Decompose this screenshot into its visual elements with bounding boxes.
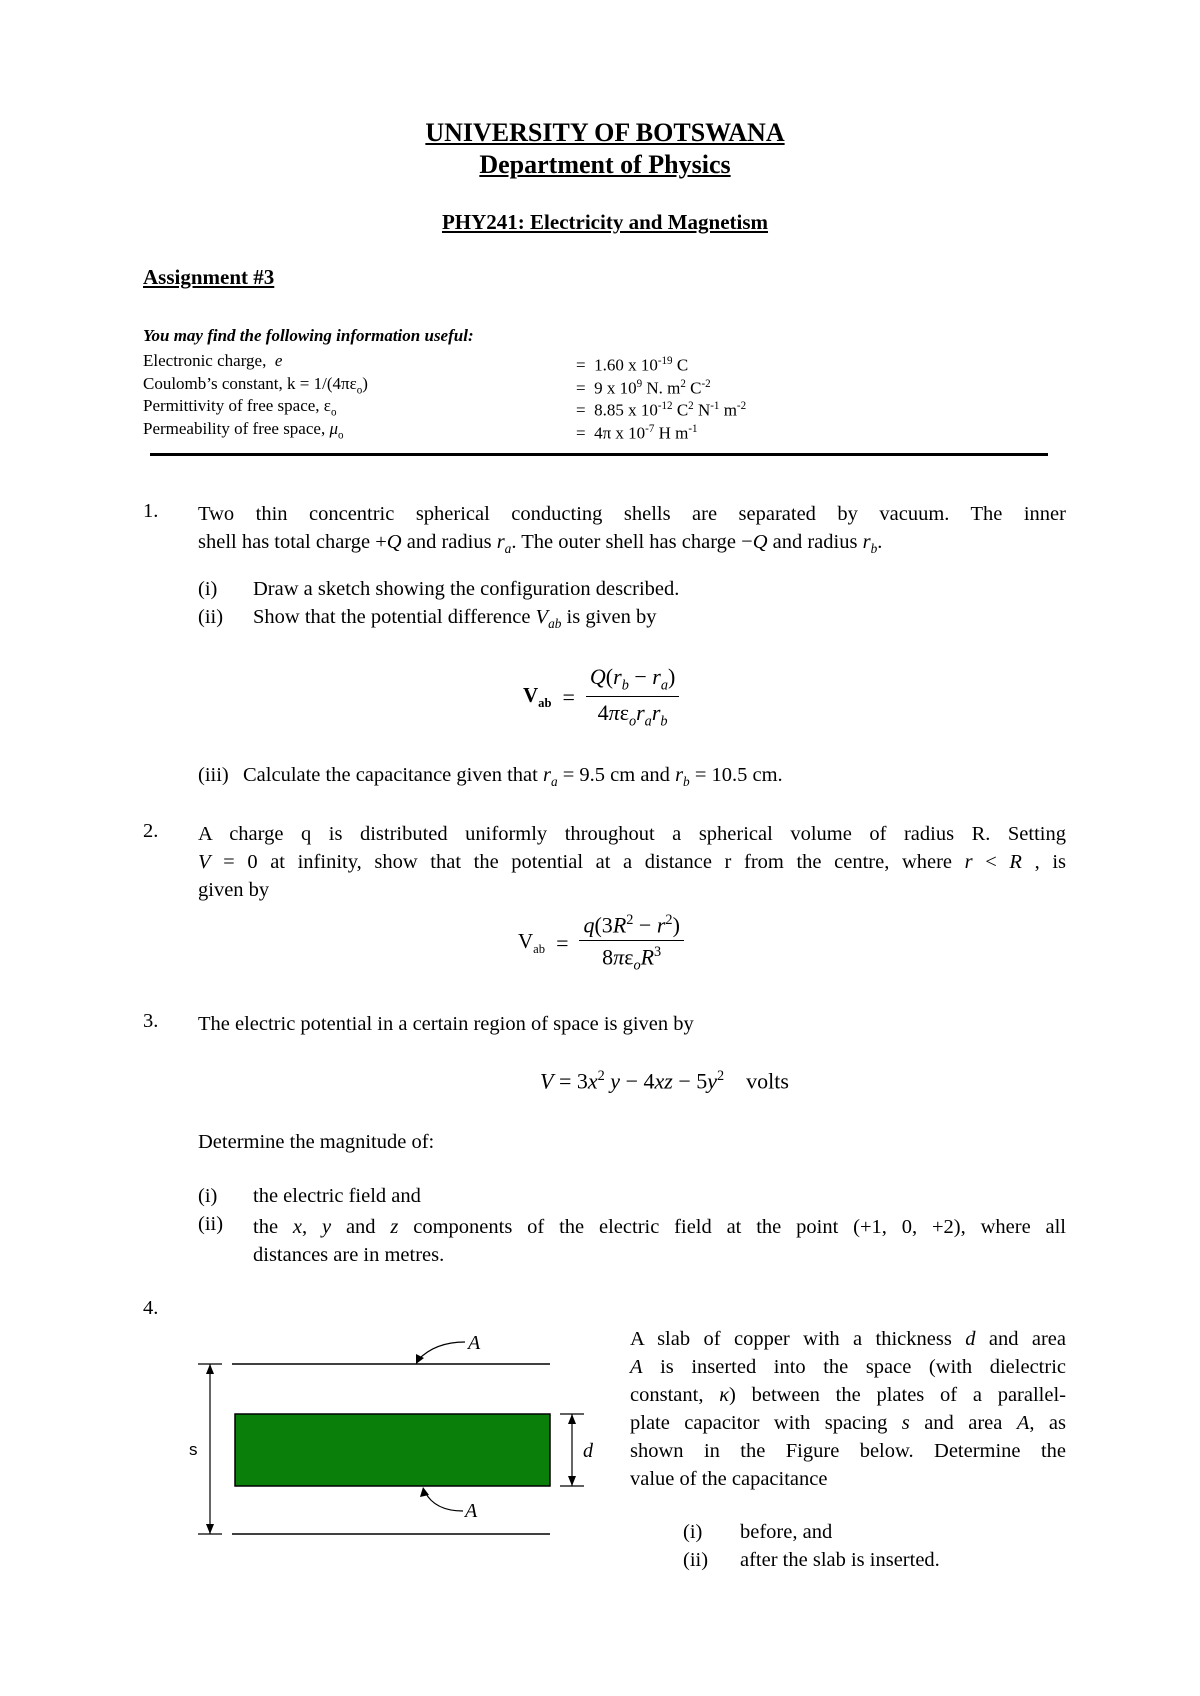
- q4-text: [630, 1325, 1066, 1493]
- q1-ii-label: (ii): [198, 606, 224, 628]
- q4-line: plate capacitor with spacing s and area A, as: [630, 1412, 1066, 1434]
- q3-formula: $V = 3x^2$ $y - 4xz - 5y^2$ volts: [540, 1068, 789, 1094]
- constant-value: = 4π x $10^{-7}$ H $m^{-1}$: [576, 423, 698, 443]
- q4-ii-text: after the slab is inserted.: [740, 1549, 940, 1571]
- q2-formula: $V_{ab}$ = $\frac{q(3R^2 - r^2)}{8\pi\varepsilon_oR^3}$: [518, 912, 684, 975]
- label-thickness: d: [583, 1440, 593, 1462]
- department-title: Department of Physics: [479, 150, 731, 179]
- area-pointer-top: [418, 1342, 465, 1360]
- q1-iii-label: (iii): [198, 764, 229, 786]
- q3-i-text: the electric field and: [253, 1185, 421, 1207]
- q1-i-label: (i): [198, 578, 218, 600]
- q4-line: A is inserted into the space (with dielectric: [630, 1356, 1066, 1378]
- q1-line1: Two thin concentric spherical conducting shells are separated by vacuum. The inner: [198, 503, 1066, 525]
- q4-line: value of the capacitance: [630, 1468, 828, 1490]
- divider-rule: [150, 453, 1048, 456]
- constant-value: = 8.85 x $10^{-12}$ $C^2$ $N^{-1}$ $m^{-2}$: [576, 400, 747, 421]
- q2-line3: given by: [198, 879, 270, 901]
- q1-ii-text: Show that the potential difference $V_{ab}$ is given by: [253, 606, 657, 632]
- copper-slab: [235, 1414, 550, 1486]
- q2-line1: A charge q is distributed uniformly throughout a spherical volume of radius R. Setting: [198, 823, 1066, 845]
- label-top-area: A: [468, 1332, 481, 1354]
- q1-line2: shell has total charge +Q and radius $r_a$. The outer shell has charge −Q and radius $r_b$.: [198, 531, 883, 557]
- q1-formula: $V_{ab}$ = $\frac{Q(r_b - r_a)}{4\pi\varepsilon_or_ar_b}$: [523, 664, 679, 731]
- q4-line: constant, κ) between the plates of a parallel-: [630, 1384, 1066, 1406]
- q3-ii-text-line2: distances are in metres.: [253, 1244, 445, 1266]
- assignment-title: Assignment #3: [143, 265, 275, 289]
- q4-line: shown in the Figure below. Determine the: [630, 1440, 1066, 1462]
- constant-value: = 1.60 x $10^{-19}$ C: [576, 355, 689, 375]
- q1-i-text: Draw a sketch showing the configuration described.: [253, 578, 680, 600]
- q2-line2: V = 0 at infinity, show that the potential at a distance r from the centre, where r < R , is: [198, 851, 1066, 873]
- q4-i-label: (i): [683, 1521, 703, 1543]
- q3-number: 3.: [143, 1010, 159, 1032]
- q3-line2: Determine the magnitude of:: [198, 1131, 435, 1153]
- q3-i-label: (i): [198, 1185, 218, 1207]
- q1-iii-text: Calculate the capacitance given that $r_a = 9.5$ cm and $r_b = 10.5$ cm.: [243, 764, 783, 790]
- q4-ii-label: (ii): [683, 1549, 709, 1571]
- q4-line: A slab of copper with a thickness d and area: [630, 1328, 1066, 1350]
- constant-name: Permittivity of free space, $\varepsilon_o$: [143, 396, 337, 419]
- area-pointer-bottom: [425, 1492, 463, 1511]
- label-spacing: s: [189, 1440, 198, 1459]
- q4-number: 4.: [143, 1297, 159, 1319]
- university-title: UNIVERSITY OF BOTSWANA: [425, 118, 785, 147]
- label-bottom-area: A: [465, 1500, 478, 1522]
- constant-name: Electronic charge, e: [143, 351, 283, 370]
- capacitor-figure: [180, 1320, 600, 1545]
- constant-value: = 9 x $10^9$ N. $m^2$ $C^{-2}$: [576, 377, 711, 398]
- q4-i-text: before, and: [740, 1521, 833, 1543]
- constant-name: Permeability of free space, $\mu_o$: [143, 419, 344, 442]
- constant-name: Coulomb’s constant, $k = 1/(4\pi\varepsilon_o)$: [143, 373, 368, 397]
- q1-number: 1.: [143, 500, 159, 522]
- q2-number: 2.: [143, 820, 159, 842]
- constants-intro: You may find the following information useful:: [143, 326, 474, 345]
- course-title: PHY241: Electricity and Magnetism: [441, 210, 769, 234]
- q3-ii-label: (ii): [198, 1213, 224, 1235]
- q3-line1: The electric potential in a certain region of space is given by: [198, 1013, 694, 1035]
- q3-ii-text-line1: the x, y and z components of the electric field at the point (+1, 0, +2), where all: [253, 1216, 1067, 1238]
